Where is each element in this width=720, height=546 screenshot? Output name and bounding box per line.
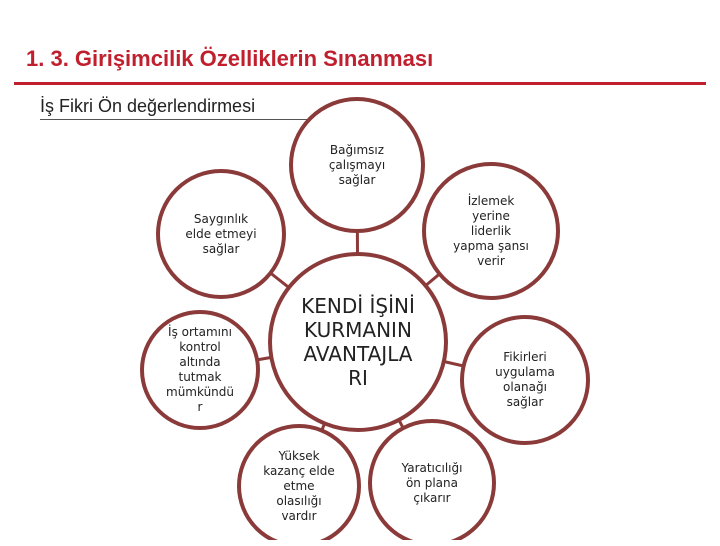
connector-3 [444, 362, 464, 366]
node-circle-7 [158, 171, 284, 297]
node-label-2: İzlemek yerine liderlik yapma şansı verir [435, 164, 547, 298]
node-label-1: Bağımsız çalışmayı sağlar [302, 99, 412, 231]
node-circle-2 [424, 164, 558, 298]
node-label-7: Saygınlık elde etmeyi sağlar [167, 171, 275, 297]
node-label-5: Yüksek kazanç elde etme olasılığı vardır [249, 426, 349, 546]
node-label-6: İş ortamını kontrol altında tutmak mümkündü r [154, 312, 246, 428]
node-circle-3 [462, 317, 588, 443]
node-circle-5 [239, 426, 359, 540]
node-label-3: Fikirleri uygulama olanağı sağlar [475, 317, 575, 443]
node-circle-6 [142, 312, 258, 428]
connector-6 [257, 357, 271, 360]
node-label-4: Yaratıcılığı ön plana çıkarır [382, 421, 482, 545]
node-circle-1 [291, 99, 423, 231]
slide-subtitle: İş Fikri Ön değerlendirmesi [40, 96, 255, 117]
slide-title: 1. 3. Girişimcilik Özelliklerin Sınanması [26, 46, 433, 72]
center-label: KENDİ İŞİNİ KURMANIN AVANTAJLA RI [283, 254, 433, 430]
node-circle-4 [370, 421, 494, 540]
